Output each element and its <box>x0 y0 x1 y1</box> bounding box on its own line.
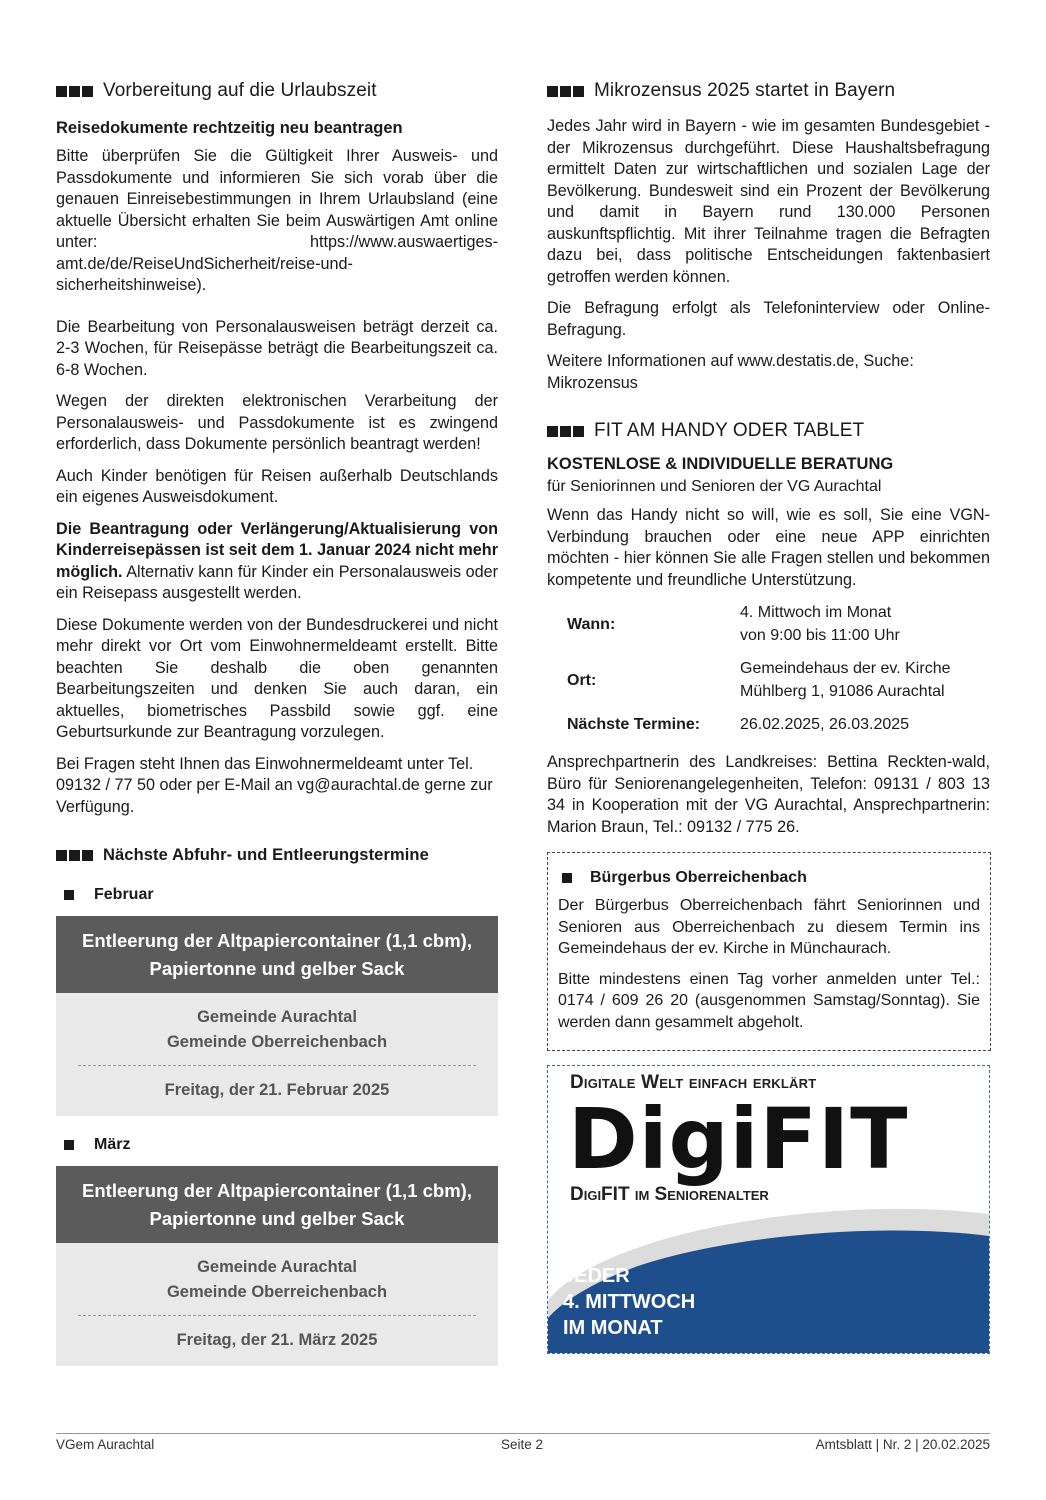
gemeinde-oberreichenbach: Gemeinde Oberreichenbach <box>166 1033 388 1051</box>
gemeinde-aurachtal: Gemeinde Aurachtal <box>197 1008 357 1026</box>
paragraph: Der Bürgerbus Oberreichenbach fährt Seniorinnen und Senioren aus Oberreichenbach zu diesem Termin ins Gemeindehaus der ev. Kirche in Münchaurach. <box>558 897 980 957</box>
info-row-ort <box>567 657 950 703</box>
heading-text: Vorbereitung auf die Urlaubszeit <box>103 80 377 101</box>
subheading-reisedokumente: Reisedokumente rechtzeitig neu beantragen <box>56 119 403 137</box>
paragraph: Jedes Jahr wird in Bayern - wie im gesamten Bundesgebiet - der Mikrozensus durchgeführt. Diese Haushaltsbefragung ermittelt Daten zur wirtschaftlichen und sozialen Lage der Bevölkerung. Bundesweit sind ein Prozent der Bevölkerung und damit in Bayern rund 130.000 Personen auskunftspflichtig. Mit ihrer Teilnahme tragen die Befragten dazu bei, dass politische Entscheidungen faktenbasiert getroffen werden können. <box>547 117 990 286</box>
section-heading-fit-handy <box>547 418 990 444</box>
heading-text: FIT AM HANDY ODER TABLET <box>594 420 865 441</box>
bullet-square-icon <box>64 890 74 900</box>
paragraph: Die Befragung erfolgt als Telefoninterview oder Online-Befragung. <box>547 299 990 339</box>
dashed-divider <box>78 1315 476 1316</box>
paragraph: Bitte überprüfen Sie die Gültigkeit Ihrer Ausweis- und Passdokumente und informieren Sie sich vorab über die genauen Einreisebestimmungen in Ihrem Urlaubsland (eine aktuelle Übersicht erhalten Sie beim Auswärtigen Amt online unter: https://www.auswaertiges-amt.de/de/ReiseUndSicherheit/reise-und-sicherheitshinweise). <box>56 147 498 294</box>
digifit-logo: DigiFIT <box>568 1090 909 1188</box>
section-heading-mikrozensus <box>547 78 990 104</box>
card-body <box>56 1243 498 1366</box>
abfuhr-card-maerz <box>56 1166 498 1366</box>
beratung-info-table <box>567 601 950 736</box>
paragraph: Weitere Informationen auf www.destatis.de, Suche: Mikrozensus <box>547 352 914 392</box>
footer-issue: Amtsblatt | Nr. 2 | 20.02.2025 <box>815 1437 990 1452</box>
bullet-square-icon <box>64 1140 74 1150</box>
right-column <box>547 78 990 1354</box>
card-title: Entleerung der Altpapiercontainer (1,1 cbm), Papiertonne und gelber Sack <box>56 916 498 993</box>
paragraph-bold: Die Beantragung oder Verlängerung/Aktualisierung von Kinderreisepässen ist seit dem 1. Januar 2024 nicht mehr möglich. <box>56 519 498 581</box>
paragraph: Diese Dokumente werden von der Bundesdruckerei und nicht mehr direkt vor Ort vom Einwohnermeldeamt erstellt. Bitte beachten Sie deshalb die oben genannten Bearbeitungszeiten und denken Sie auch daran, ein aktuelles, biometrisches Passbild sowie ggf. eine Geburtsurkunde zur Beantragung vorzulegen. <box>56 615 498 741</box>
heading-squares-icon <box>547 86 584 97</box>
card-title: Entleerung der Altpapiercontainer (1,1 cbm), Papiertonne und gelber Sack <box>56 1166 498 1243</box>
abfuhr-date: Freitag, der 21. Februar 2025 <box>164 1081 390 1099</box>
section-heading-abfuhr <box>56 842 498 868</box>
month-label-februar: Februar <box>56 886 498 904</box>
subline-senioren: für Seniorinnen und Senioren der VG Aurachtal <box>547 478 882 495</box>
abfuhr-date: Freitag, der 21. März 2025 <box>176 1331 378 1349</box>
gemeinde-oberreichenbach: Gemeinde Oberreichenbach <box>166 1283 388 1301</box>
info-row-wann <box>567 601 950 647</box>
section-heading-urlaubszeit <box>56 78 498 104</box>
paragraph: Die Bearbeitung von Personalausweisen beträgt derzeit ca. 2-3 Wochen, für Reisepässe beträgt die Bearbeitungszeit ca. 6-8 Wochen. <box>56 317 498 379</box>
info-row-termine <box>567 713 950 736</box>
paragraph: Wegen der direkten elektronischen Verarbeitung der Personalausweis- und Passdokumente ist es zwingend erforderlich, dass Dokumente persönlich beantragt werden! <box>56 392 498 453</box>
paragraph <box>56 519 498 605</box>
digifit-tagline: Digitale Welt einfach erklärt <box>570 1072 817 1093</box>
paragraph: Bei Fragen steht Ihnen das Einwohnermeldeamt unter Tel. 09132 / 77 50 oder per E-Mail an vg@aurachtal.de gerne zur Verfügung. <box>56 754 493 816</box>
month-label-maerz: März <box>56 1136 498 1154</box>
bullet-square-icon <box>562 873 572 883</box>
paragraph: Bitte mindestens einen Tag vorher anmelden unter Tel.: 0174 / 609 26 20 (ausgenommen Samstag/Sonntag). Sie werden dann gesammelt abgeholt. <box>558 970 980 1031</box>
info-label: Ort: <box>567 671 597 689</box>
paragraph: Wenn das Handy nicht so will, wie es soll, Sie eine VGN-Verbindung brauchen oder eine neue APP einrichten möchten - hier können Sie alle Fragen stellen und bekommen kompetente und freundliche Unterstützung. <box>547 506 990 589</box>
gemeinde-aurachtal: Gemeinde Aurachtal <box>197 1258 357 1276</box>
info-value: 4. Mittwoch im Monat von 9:00 bis 11:00 Uhr <box>740 604 900 644</box>
heading-text: Mikrozensus 2025 startet in Bayern <box>594 80 896 101</box>
paragraph-rest: Alternativ kann für Kinder ein Personalausweis oder ein Reisepass ausgestellt werden. <box>56 562 498 602</box>
digifit-subtitle: DigiFIT im Seniorenalter <box>570 1184 769 1205</box>
paragraph: Ansprechpartnerin des Landkreises: Bettina Reckten-wald, Büro für Seniorenangelegenheiten, Telefon: 09131 / 803 13 34 in Kooperation mit der VG Aurachtal, Ansprechpartnerin: Marion Braun, Tel.: 09132 / 775 26. <box>547 753 990 836</box>
footer-divider <box>56 1433 990 1434</box>
heading-squares-icon <box>547 426 584 437</box>
footer-left: VGem Aurachtal <box>56 1437 155 1452</box>
info-label: Wann: <box>567 615 616 633</box>
abfuhr-card-februar <box>56 916 498 1116</box>
heading-squares-icon <box>56 86 93 97</box>
buergerbus-box <box>547 852 991 1051</box>
left-column <box>56 78 498 1366</box>
buergerbus-heading: Bürgerbus Oberreichenbach <box>558 869 980 887</box>
subheading-beratung: KOSTENLOSE & INDIVIDUELLE BERATUNG <box>547 455 894 473</box>
info-label: Nächste Termine: <box>567 716 701 733</box>
digifit-banner <box>547 1065 990 1354</box>
card-body <box>56 993 498 1116</box>
dashed-divider <box>78 1065 476 1066</box>
info-value: 26.02.2025, 26.03.2025 <box>740 716 910 733</box>
footer-page-number: Seite 2 <box>501 1437 544 1452</box>
digifit-schedule-text: JEDER 4. MITTWOCH IM MONAT <box>563 1265 696 1339</box>
paragraph: Auch Kinder benötigen für Reisen außerhalb Deutschlands ein eigenes Ausweisdokument. <box>56 466 498 506</box>
info-value: Gemeindehaus der ev. Kirche Mühlberg 1, 91086 Aurachtal <box>740 660 951 700</box>
heading-squares-icon <box>56 850 93 861</box>
heading-text: Nächste Abfuhr- und Entleerungstermine <box>103 845 429 864</box>
